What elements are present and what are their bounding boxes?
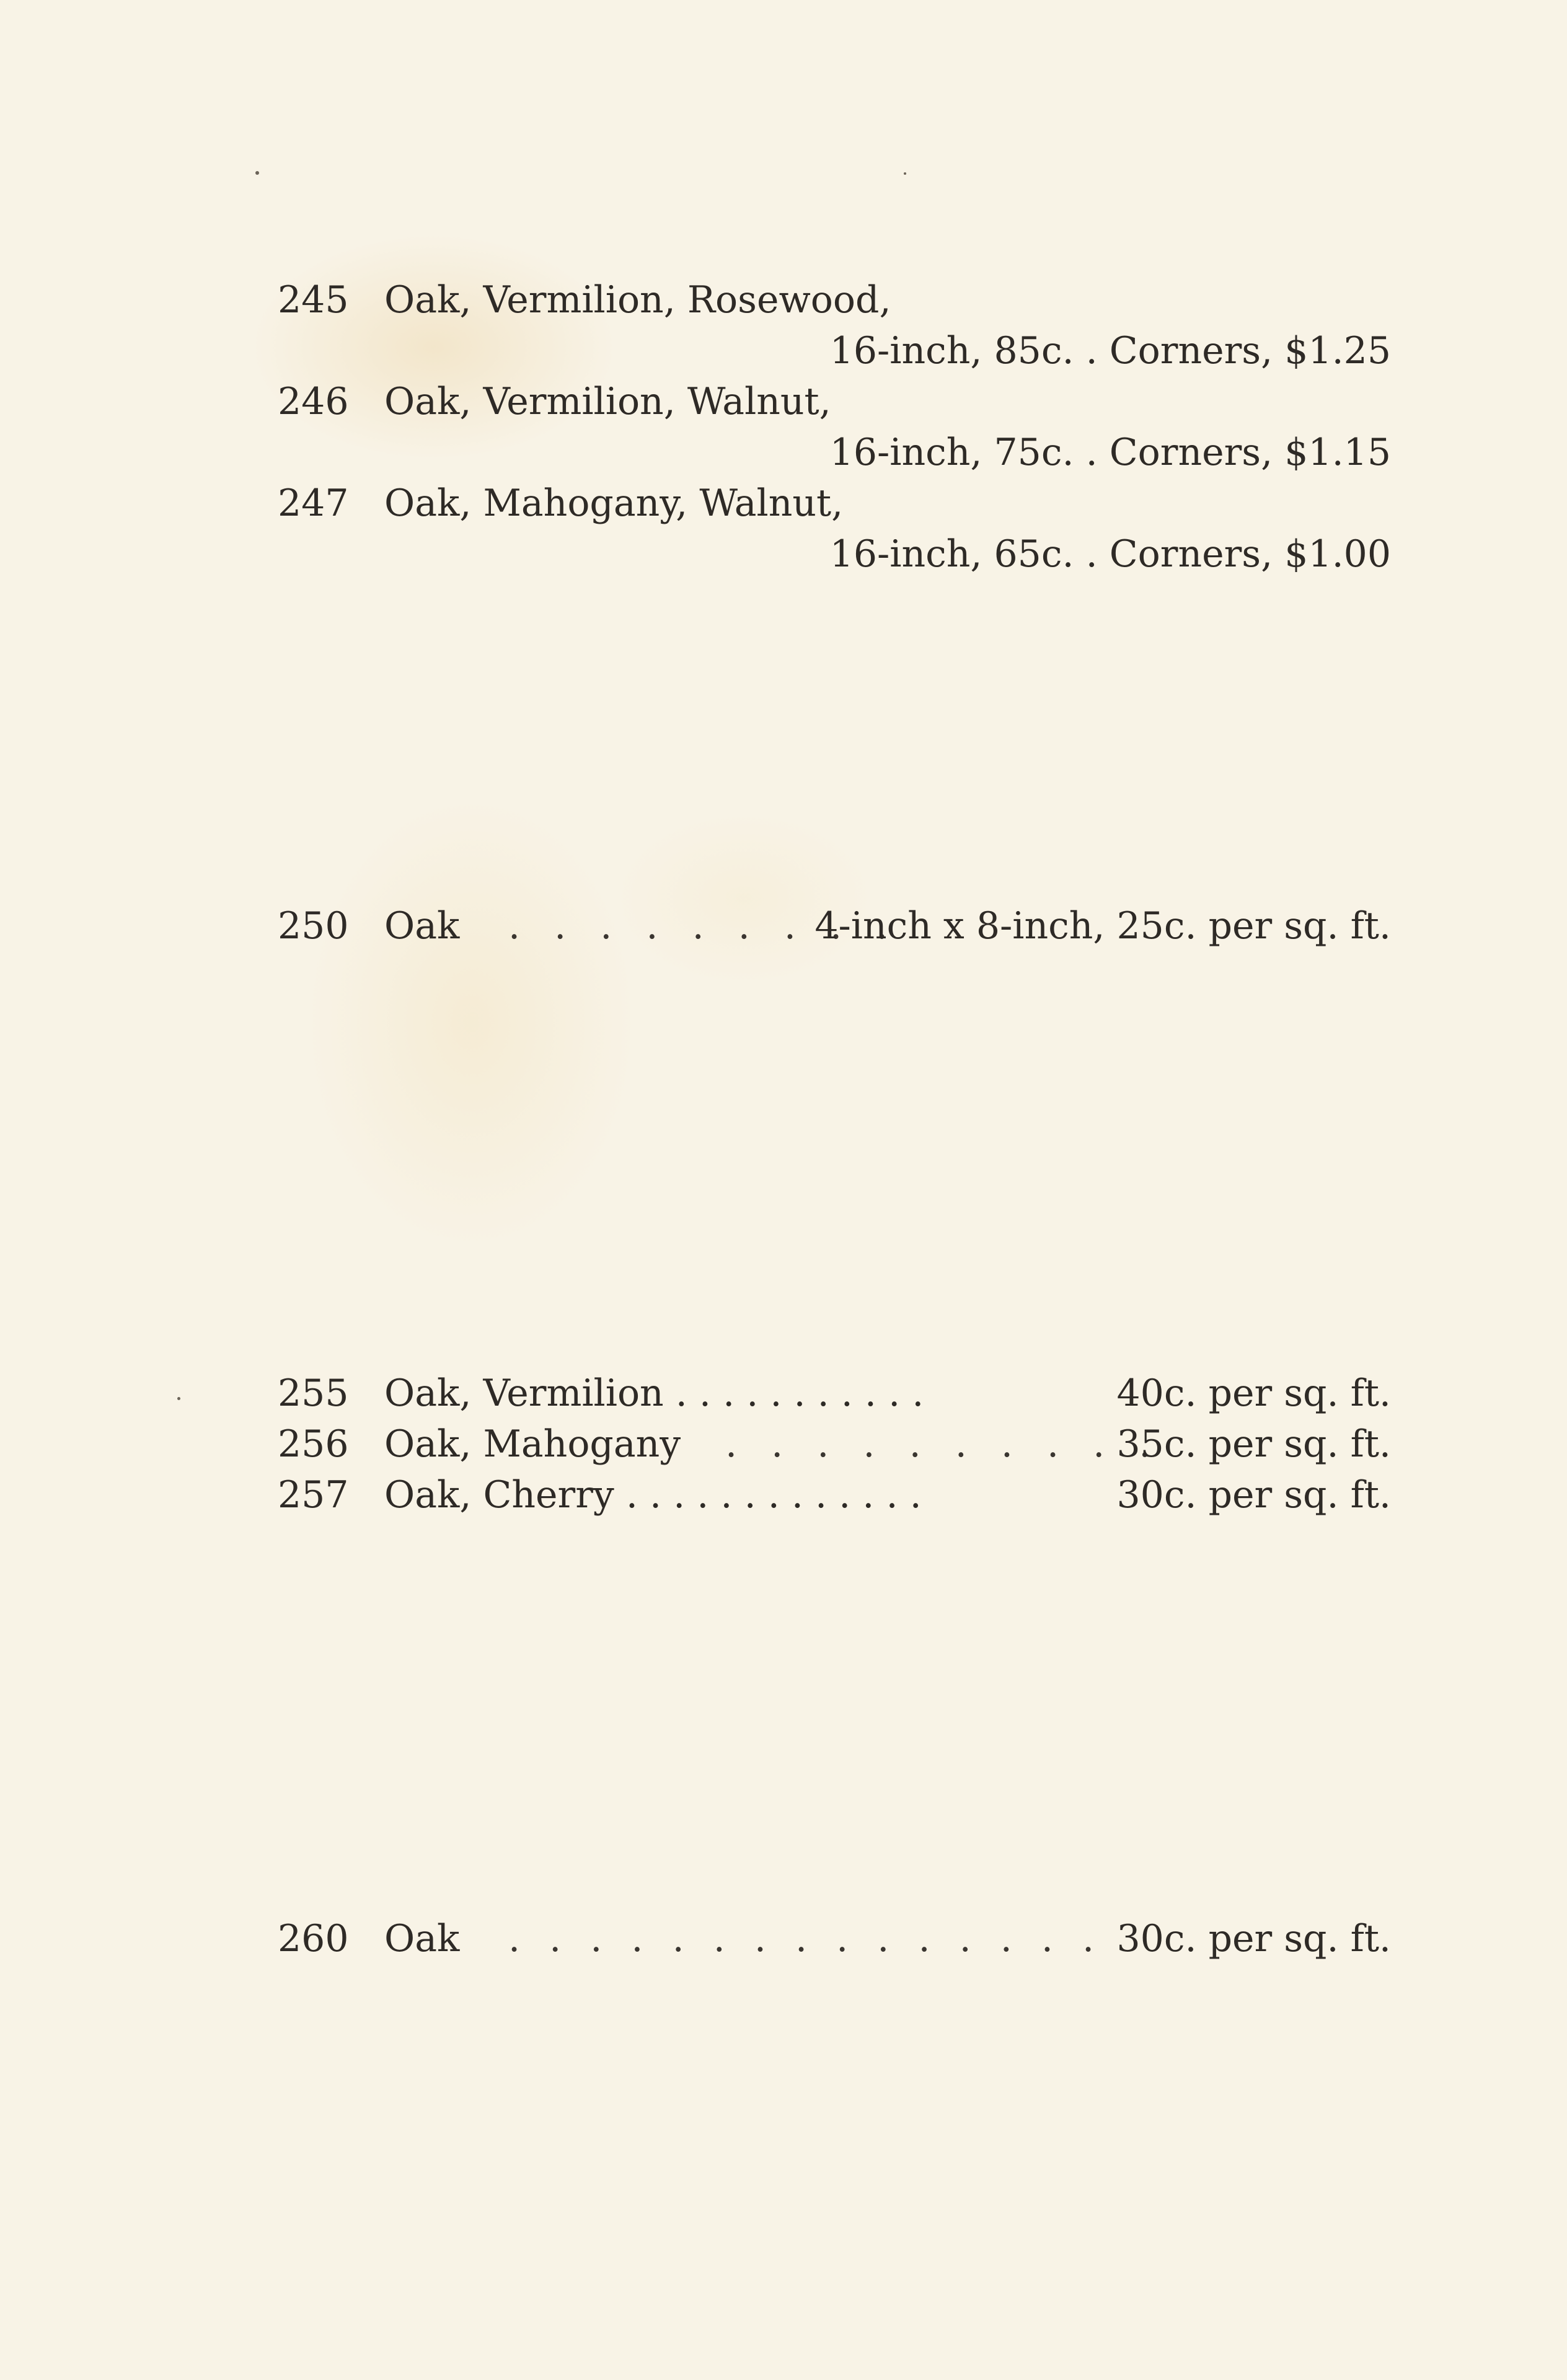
item-number: 260 xyxy=(278,1917,349,1960)
item-price: 16-inch, 85c. . Corners, $1.25 xyxy=(829,329,1391,372)
dot-leader: . . . . . . . . . . xyxy=(725,1422,1162,1466)
list-item-price-line xyxy=(0,532,1567,585)
dot-leader: . . . . . . . . . xyxy=(508,904,899,948)
item-number: 255 xyxy=(278,1372,349,1415)
item-name: Oak xyxy=(384,1917,460,1960)
item-name: Oak, Vermilion, Rosewood, xyxy=(384,278,891,322)
paper-speck xyxy=(255,171,259,175)
item-name: Oak xyxy=(384,904,460,948)
item-price: 30c. per sq. ft. xyxy=(1116,1473,1391,1517)
item-price: 40c. per sq. ft. xyxy=(1116,1372,1391,1415)
list-item xyxy=(0,1917,1567,1970)
item-number: 256 xyxy=(278,1422,349,1466)
list-item xyxy=(0,380,1567,433)
list-item-price-line xyxy=(0,431,1567,483)
list-item xyxy=(0,278,1567,331)
paper-speck xyxy=(904,172,906,175)
list-item-price-line xyxy=(0,329,1567,382)
item-price: 4-inch x 8-inch, 25c. per sq. ft. xyxy=(814,904,1391,948)
list-item xyxy=(0,482,1567,534)
list-item xyxy=(0,1372,1567,1424)
item-name: Oak, Mahogany, Walnut, xyxy=(384,482,844,525)
item-name: Oak, Vermilion, Walnut, xyxy=(384,380,831,423)
item-name: Oak, Vermilion . . . . . . . . . . . xyxy=(384,1372,924,1415)
item-number: 246 xyxy=(278,380,349,423)
dot-leader: . . . . . . . . . . . . . . . xyxy=(508,1917,1103,1960)
item-price: 35c. per sq. ft. xyxy=(1116,1422,1391,1466)
item-name: Oak, Cherry . . . . . . . . . . . . . xyxy=(384,1473,922,1517)
list-item xyxy=(0,1422,1567,1475)
list-item xyxy=(0,904,1567,957)
item-number: 247 xyxy=(278,482,349,525)
item-price: 16-inch, 75c. . Corners, $1.15 xyxy=(829,431,1391,474)
item-number: 245 xyxy=(278,278,349,322)
item-number: 250 xyxy=(278,904,349,948)
item-name: Oak, Mahogany xyxy=(384,1422,681,1466)
item-price: 30c. per sq. ft. xyxy=(1116,1917,1391,1960)
item-price: 16-inch, 65c. . Corners, $1.00 xyxy=(829,532,1391,576)
item-number: 257 xyxy=(278,1473,349,1517)
list-item xyxy=(0,1473,1567,1526)
